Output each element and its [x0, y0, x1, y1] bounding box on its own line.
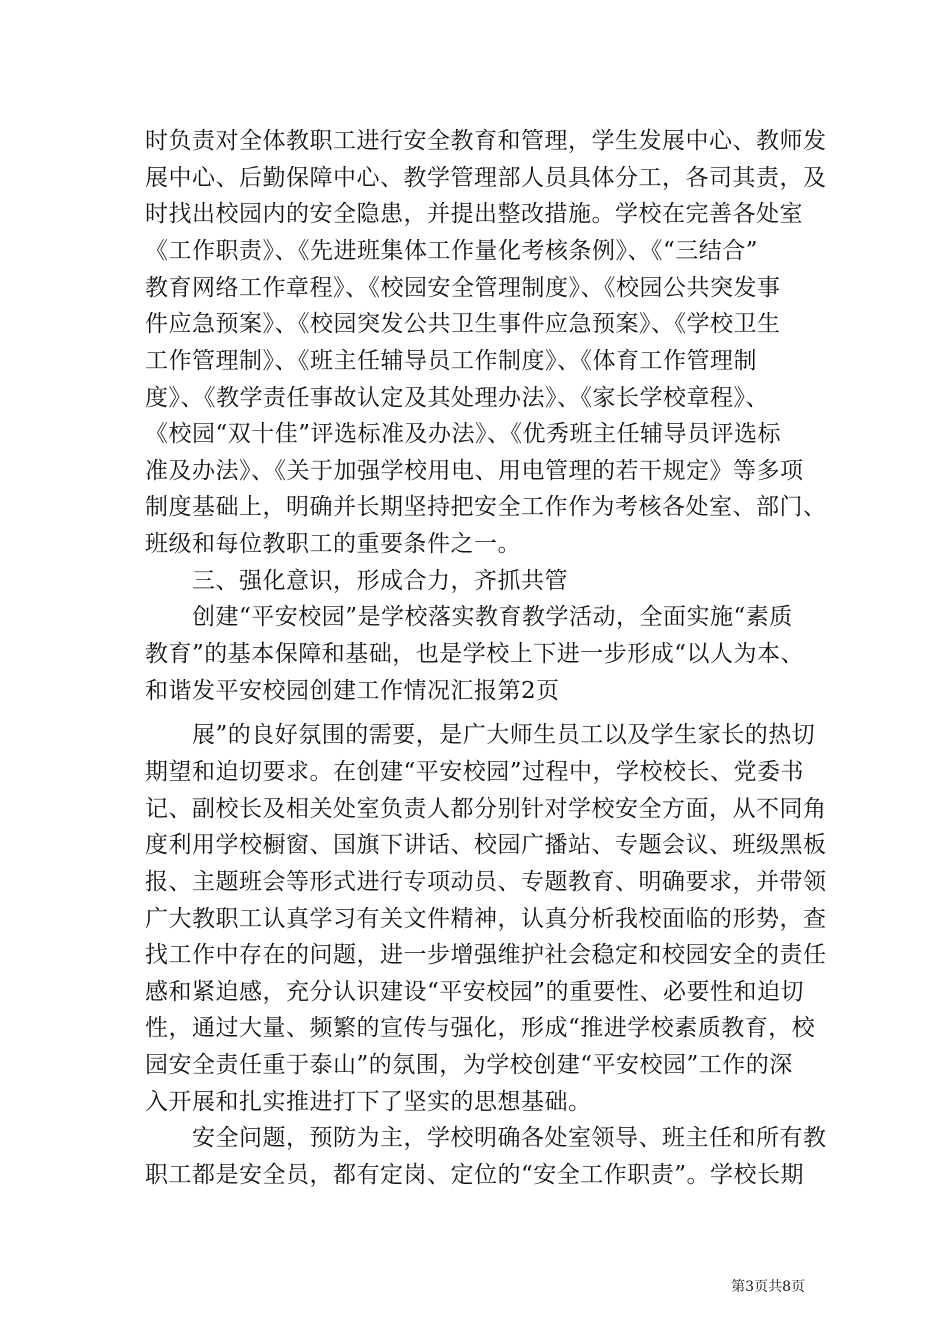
- text-line: 教育”的基本保障和基础，也是学校上下进一步形成“以人为本、: [145, 641, 805, 667]
- text-line: 性，通过大量、频繁的宣传与强化，形成“推进学校素质教育，校: [145, 1015, 816, 1041]
- text-line: 报、主题班会等形式进行专项动员、专题教育、明确要求，并带领: [145, 869, 827, 895]
- text-line: 展中心、后勤保障中心、教学管理部人员具体分工，各司其责，及: [145, 165, 827, 191]
- text-line: 记、副校长及相关处室负责人都分别针对学校安全方面，从不同角: [145, 796, 827, 822]
- text-line: 件应急预案》、《校园突发公共卫生事件应急预案》、《学校卫生: [145, 311, 781, 337]
- text-line: 时负责对全体教职工进行安全教育和管理，学生发展中心、教师发: [145, 128, 827, 154]
- text-line: 度利用学校橱窗、国旗下讲话、校园广播站、专题会议、班级黑板: [145, 832, 827, 858]
- text-line: 班级和每位教职工的重要条件之一。: [145, 531, 521, 557]
- text-line: 教育网络工作章程》、《校园安全管理制度》、《校园公共突发事: [145, 275, 781, 301]
- text-line: 度》、《教学责任事故认定及其处理办法》、《家长学校章程》、: [145, 385, 769, 411]
- text-line: 工作管理制》、《班主任辅导员工作制度》、《体育工作管理制: [145, 348, 757, 374]
- text-line: 园安全责任重于泰山”的氛围，为学校创建“平安校园”工作的深: [145, 1052, 793, 1078]
- text-line: 广大教职工认真学习有关文件精神，认真分析我校面临的形势，查: [145, 906, 827, 932]
- text-line: 《校园“双十佳”评选标准及办法》、《优秀班主任辅导员评选标: [145, 421, 782, 447]
- page-footer: 第3页共8页: [731, 1279, 805, 1295]
- text-line: 创建“平安校园”是学校落实教育教学活动，全面实施“素质: [145, 604, 793, 630]
- text-line: 找工作中存在的问题，进一步增强维护社会稳定和校园安全的责任: [145, 942, 827, 968]
- text-line: 展”的良好氛围的需要，是广大师生员工以及学生家长的热切: [145, 722, 816, 748]
- text-line: 感和紧迫感，充分认识建设“平安校园”的重要性、必要性和迫切: [145, 979, 805, 1005]
- text-line: 安全问题，预防为主，学校明确各处室领导、班主任和所有教: [145, 1125, 827, 1151]
- text-line: 制度基础上，明确并长期坚持把安全工作作为考核各处室、部门、: [145, 494, 827, 520]
- text-line: 时找出校园内的安全隐患，并提出整改措施。学校在完善各处室: [145, 201, 803, 227]
- text-line: 准及办法》、《关于加强学校用电、用电管理的若干规定》等多项: [145, 458, 804, 484]
- text-line: 《工作职责》、《先进班集体工作量化考核条例》、《“三结合”: [145, 238, 759, 264]
- text-line: 职工都是安全员，都有定岗、定位的“安全工作职责”。学校长期: [145, 1162, 805, 1188]
- text-line: 入开展和扎实推进打下了坚实的思想基础。: [145, 1089, 592, 1115]
- text-line: 期望和迫切要求。在创建“平安校园”过程中，学校校长、党委书: [145, 759, 805, 785]
- text-line: 三、强化意识，形成合力，齐抓共管: [145, 568, 568, 594]
- text-line: 和谐发平安校园创建工作情况汇报第2页: [145, 678, 560, 704]
